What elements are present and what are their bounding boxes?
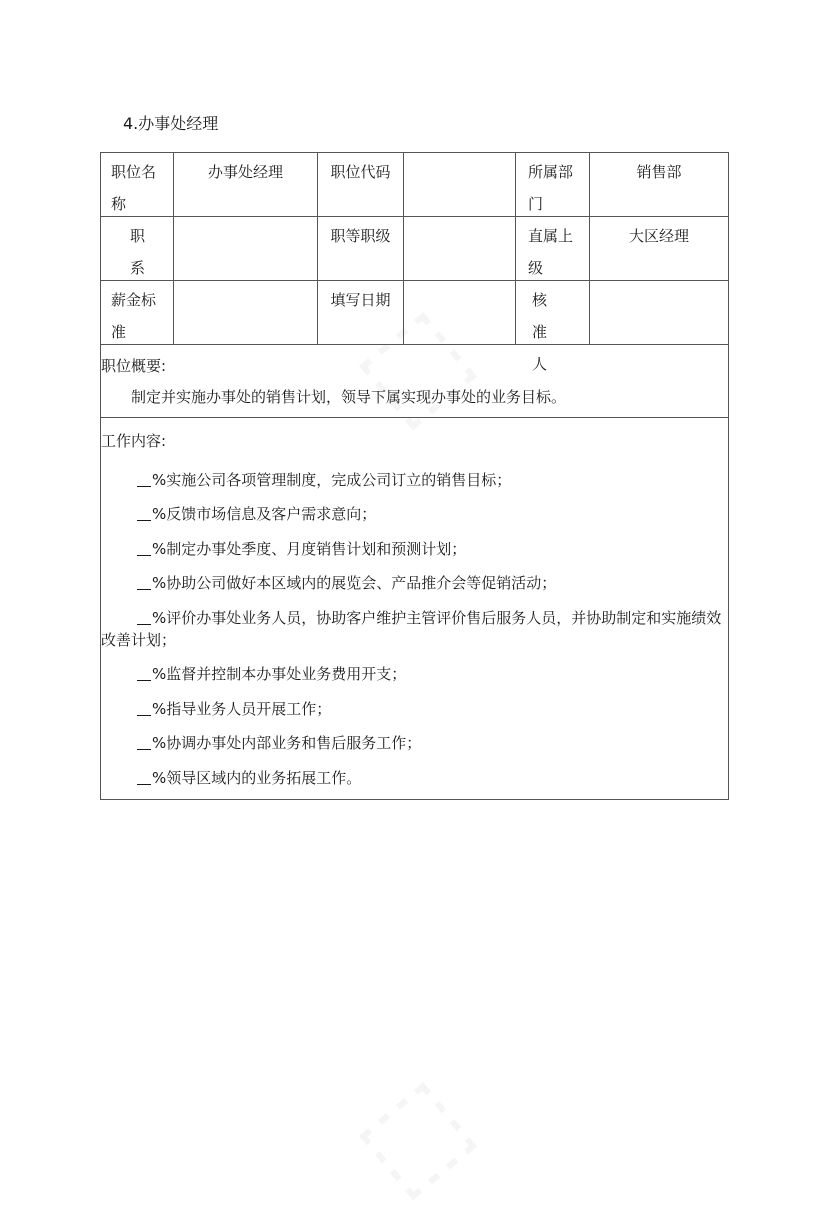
duty-item: %指导业务人员开展工作； (101, 698, 728, 720)
fill-blank (137, 733, 151, 750)
duty-item: %领导区域内的业务拓展工作。 (101, 767, 728, 789)
position-name-label-cell (101, 153, 174, 217)
fill-blank (137, 768, 151, 785)
approver-value (590, 281, 728, 344)
duty-item: %反馈市场信息及客户需求意向； (101, 503, 728, 525)
department-label-cell (516, 153, 590, 217)
grade-label-cell (318, 217, 404, 281)
approver-label-cell (516, 281, 590, 373)
summary-title: 职位概要: (101, 357, 167, 375)
salary-label: 薪金标准 (111, 291, 157, 341)
page-title: 4.办事处经理 (123, 114, 219, 133)
fill-blank (137, 699, 151, 716)
duties-row (101, 418, 729, 800)
table-row (101, 281, 729, 345)
fill-date-label-cell (318, 281, 404, 345)
department-value: 销售部 (636, 163, 682, 181)
summary-section (101, 345, 729, 418)
supervisor-label: 直属上级 (528, 227, 574, 277)
job-family-value-cell (174, 217, 318, 281)
fill-blank (137, 573, 151, 590)
table-row (101, 153, 729, 217)
table-row (101, 217, 729, 281)
position-code-label-cell (318, 153, 404, 217)
fill-blank (137, 504, 151, 521)
grade-value-cell (404, 217, 516, 281)
duty-item: %协调办事处内部业务和售后服务工作； (101, 732, 728, 754)
fill-date-value-cell (404, 281, 516, 345)
duties-section (101, 418, 729, 800)
position-code-value-cell (404, 153, 516, 217)
department-value-cell (590, 153, 729, 217)
job-description-table (100, 152, 729, 800)
position-name-label: 职位名称 (111, 163, 157, 213)
summary-text: 制定并实施办事处的销售计划，领导下属实现办事处的业务目标。 (131, 388, 567, 406)
job-family-label: 职系 (130, 227, 146, 277)
grade-value (404, 217, 515, 280)
grade-label: 职等职级 (330, 227, 391, 245)
position-code-label: 职位代码 (330, 163, 391, 181)
job-family-value (174, 217, 317, 280)
fill-blank (137, 470, 151, 487)
watermark (331, 1052, 493, 1216)
fill-blank (137, 608, 151, 625)
salary-value-cell (174, 281, 318, 345)
fill-date-value (404, 281, 515, 344)
salary-value (174, 281, 317, 344)
position-name-value-cell (174, 153, 318, 217)
duty-item: %协助公司做好本区域内的展览会、产品推介会等促销活动； (101, 572, 728, 594)
fill-date-label: 填写日期 (330, 291, 391, 309)
position-code-value (404, 153, 515, 216)
job-family-label-cell (101, 217, 174, 281)
department-label: 所属部门 (528, 163, 574, 213)
approver-label: 核准人 (532, 291, 556, 373)
fill-blank (137, 539, 151, 556)
salary-label-cell (101, 281, 174, 345)
approver-value-cell (590, 281, 729, 345)
duty-item: %监督并控制本办事处业务费用开支； (101, 663, 728, 685)
summary-row (101, 345, 729, 418)
duties-title: 工作内容: (101, 432, 167, 450)
duty-item: %评价办事处业务人员，协助客户维护主管评价售后服务人员，并协助制定和实施绩效改善计划； (101, 608, 722, 649)
supervisor-value: 大区经理 (628, 227, 689, 245)
duty-item: %实施公司各项管理制度，完成公司订立的销售目标； (101, 469, 728, 491)
duty-item: %制定办事处季度、月度销售计划和预测计划； (101, 538, 728, 560)
supervisor-label-cell (516, 217, 590, 281)
position-name-value: 办事处经理 (207, 163, 283, 181)
fill-blank (137, 664, 151, 681)
supervisor-value-cell (590, 217, 729, 281)
